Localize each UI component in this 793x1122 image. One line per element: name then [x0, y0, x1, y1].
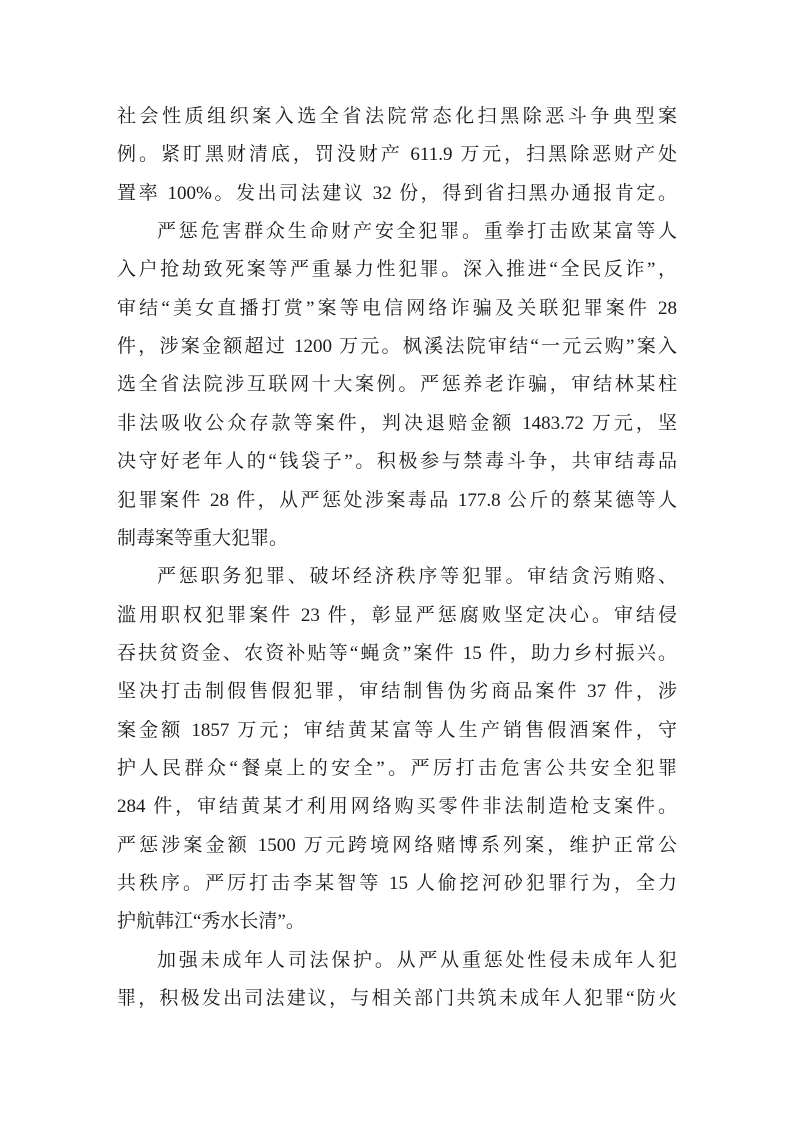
text-line: 审结“美女直播打赏”案等电信网络诈骗及关联犯罪案件 28 — [117, 297, 677, 319]
text-line: 决守好老年人的“钱袋子”。积极参与禁毒斗争，共审结毒品 — [117, 451, 677, 473]
text-line: 选全省法院涉互联网十大案例。严惩养老诈骗，审结林某柱 — [117, 374, 677, 396]
text-line: 坚决打击制假售假犯罪，审结制售伪劣商品案件 37 件，涉 — [117, 681, 677, 703]
text-line: 件，涉案金额超过 1200 万元。枫溪法院审结“一元云购”案入 — [117, 336, 677, 358]
text-line: 例。紧盯黑财清底，罚没财产 611.9 万元，扫黑除恶财产处 — [117, 144, 677, 166]
text-line: 罪，积极发出司法建议，与相关部门共筑未成年人犯罪“防火 — [117, 988, 677, 1010]
text-line: 严惩职务犯罪、破坏经济秩序等犯罪。审结贪污贿赂、 — [157, 566, 677, 588]
text-line: 非法吸收公众存款等案件，判决退赔金额 1483.72 万元，坚 — [117, 412, 677, 434]
text-line: 共秩序。严厉打击李某智等 15 人偷挖河砂犯罪行为，全力 — [117, 873, 677, 894]
text-line: 滥用职权犯罪案件 23 件，彰显严惩腐败坚定决心。审结侵 — [117, 604, 677, 626]
text-line: 案金额 1857 万元；审结黄某富等人生产销售假酒案件，守 — [117, 719, 677, 741]
text-line: 制毒案等重大犯罪。 — [117, 527, 289, 549]
text-line: 入户抢劫致死案等严重暴力性犯罪。深入推进“全民反诈”， — [117, 259, 677, 281]
text-line: 护航韩江“秀水长清”。 — [117, 911, 305, 933]
text-line: 严惩危害群众生命财产安全犯罪。重拳打击欧某富等人 — [157, 221, 677, 243]
text-line: 犯罪案件 28 件，从严惩处涉案毒品 177.8 公斤的蔡某德等人 — [117, 489, 677, 511]
text-line: 社会性质组织案入选全省法院常态化扫黑除恶斗争典型案 — [117, 106, 677, 127]
text-line: 加强未成年人司法保护。从严从重惩处性侵未成年人犯 — [157, 949, 677, 971]
text-line: 284 件，审结黄某才利用网络购买零件非法制造枪支案件。 — [117, 796, 677, 818]
text-line: 护人民群众“餐桌上的安全”。严厉打击危害公共安全犯罪 — [117, 757, 677, 779]
text-line: 严惩涉案金额 1500 万元跨境网络赌博系列案，维护正常公 — [117, 834, 677, 856]
text-line: 置率 100%。发出司法建议 32 份，得到省扫黑办通报肯定。 — [117, 182, 677, 204]
text-line: 吞扶贫资金、农资补贴等“蝇贪”案件 15 件，助力乡村振兴。 — [117, 642, 677, 664]
